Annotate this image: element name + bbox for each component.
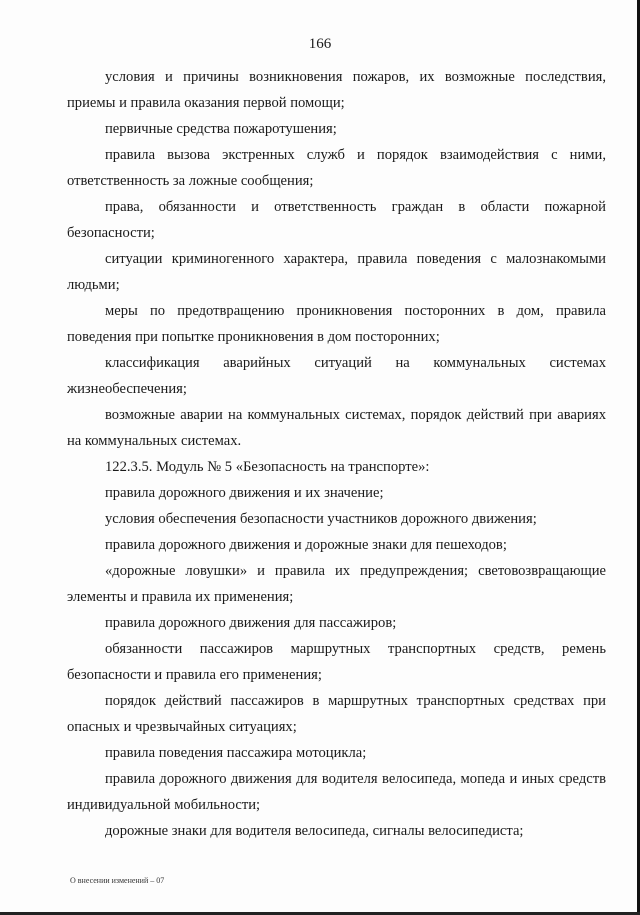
- paragraph: «дорожные ловушки» и правила их предупреждения; световозвращающие элементы и правила их применения;: [67, 563, 606, 605]
- paragraph: права, обязанности и ответственность граждан в области пожарной безопасности;: [67, 199, 606, 241]
- section-heading: 122.3.5. Модуль № 5 «Безопасность на транспорте»:: [105, 459, 430, 475]
- paragraph: возможные аварии на коммунальных системах, порядок действий при авариях на коммунальных системах.: [67, 407, 606, 449]
- paragraph: правила дорожного движения и дорожные знаки для пешеходов;: [105, 537, 507, 553]
- paragraph: меры по предотвращению проникновения посторонних в дом, правила поведения при попытке проникновения в дом посторонних;: [67, 303, 606, 345]
- paragraph: порядок действий пассажиров в маршрутных транспортных средствах при опасных и чрезвычайных ситуациях;: [67, 693, 606, 735]
- paragraph: правила вызова экстренных служб и порядок взаимодействия с ними, ответственность за ложные сообщения;: [67, 147, 606, 189]
- paragraph: правила поведения пассажира мотоцикла;: [105, 745, 367, 761]
- paragraph: классификация аварийных ситуаций на коммунальных системах жизнеобеспечения;: [67, 355, 606, 397]
- paragraph: правила дорожного движения для пассажиров;: [105, 615, 397, 631]
- paragraph: условия обеспечения безопасности участников дорожного движения;: [105, 511, 537, 527]
- paragraph: первичные средства пожаротушения;: [105, 121, 337, 137]
- paragraph: правила дорожного движения для водителя велосипеда, мопеда и иных средств индивидуальной мобильности;: [67, 771, 606, 813]
- paragraph: условия и причины возникновения пожаров, их возможные последствия, приемы и правила оказания первой помощи;: [67, 69, 606, 111]
- paragraph: ситуации криминогенного характера, правила поведения с малознакомыми людьми;: [67, 251, 606, 293]
- paragraph: правила дорожного движения и их значение;: [105, 485, 384, 501]
- paragraph: дорожные знаки для водителя велосипеда, сигналы велосипедиста;: [105, 823, 524, 839]
- paragraph: обязанности пассажиров маршрутных транспортных средств, ремень безопасности и правила его применения;: [67, 641, 606, 683]
- body-text: [67, 64, 606, 844]
- footer-note: О внесении изменений – 07: [70, 876, 165, 885]
- page-number: 166: [308, 36, 332, 52]
